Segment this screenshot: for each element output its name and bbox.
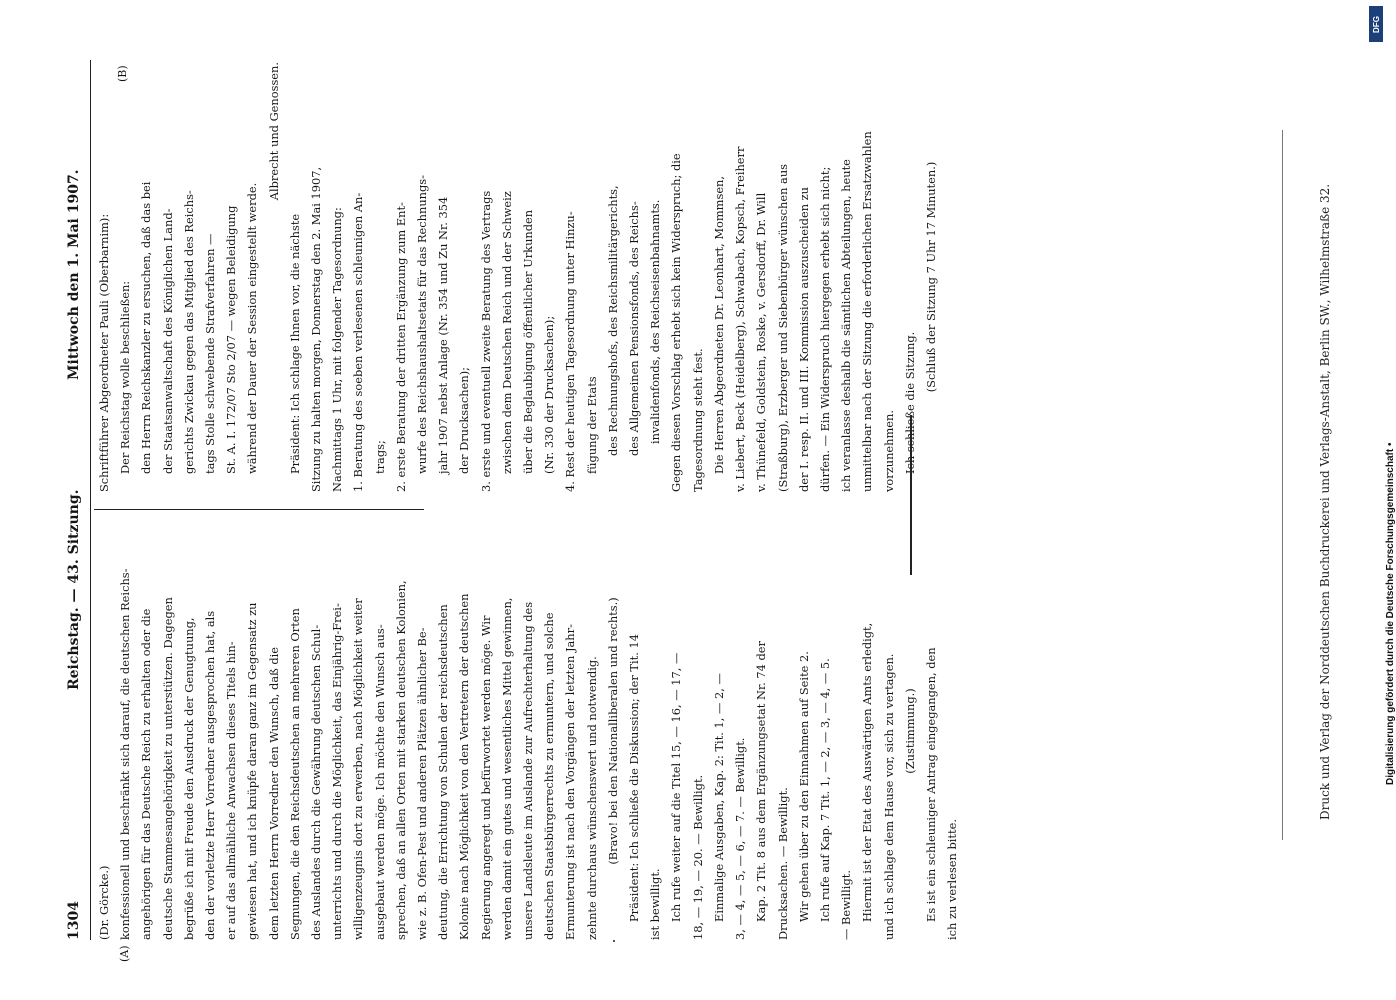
- text-line: 3, — 4, — 5, — 6, — 7. — Bewilligt.: [733, 737, 748, 940]
- text-line: Sitzung zu halten morgen, Donnerstag den 2. Mai 1907,: [309, 166, 324, 492]
- header-rule: [90, 60, 91, 940]
- text-line: vorzunehmen.: [881, 410, 896, 492]
- text-line: Kolonie nach Möglichkeit von den Vertretern der deutschen: [457, 593, 472, 940]
- text-line: begrüße ich mit Freude den Ausdruck der Genugtuung,: [181, 617, 196, 940]
- digitization-credit: Digitalisierung gefördert durch die Deutsche Forschungsgemeinschaft •: [1385, 442, 1396, 785]
- dfg-logo-icon: [1369, 6, 1383, 42]
- text-line: des Allgemeinen Pensionsfonds, des Reichs-: [627, 201, 642, 456]
- text-line: Es ist ein schleuniger Antrag eingegangen, den: [923, 647, 938, 922]
- text-line: 2. erste Beratung der dritten Ergänzung zum Ent-: [393, 202, 408, 492]
- left-column: [94, 522, 963, 940]
- section-separator: [910, 415, 912, 575]
- text-line: angehörigen für das Deutsche Reich zu erhalten oder die: [139, 608, 154, 940]
- text-line: — Bewilligt.: [839, 870, 854, 940]
- text-line: Ermunterung ist nach den Vorgängen der letzten Jahr-: [563, 624, 578, 940]
- text-line: Ich rufe weiter auf die Titel 15, — 16, — 17, —: [669, 652, 684, 922]
- text-line: Einmalige Ausgaben, Kap. 2: Tit. 1, — 2, —: [711, 673, 726, 922]
- text-line: v. Thünefeld, Goldstein, Roske, v. Gersdorff, Dr. Will: [754, 192, 769, 492]
- scan-speck: [613, 940, 615, 942]
- text-line: wie z. B. Ofen-Pest und anderen Plätzen ähnlicher Be-: [415, 627, 430, 940]
- text-line: ist bewilligt.: [648, 868, 663, 940]
- margin-mark-a: (A): [118, 945, 131, 962]
- text-line: unsere Landsleute im Auslande zur Aufrechterhaltung des: [521, 601, 536, 940]
- text-line: Albrecht und Genossen.: [266, 62, 281, 201]
- text-line: sprechen, daß an allen Orten mit starken deutschen Kolonien,: [393, 580, 408, 940]
- text-line: Regierung angeregt und befürwortet werden möge. Wir: [478, 615, 493, 940]
- text-line: 18, — 19, — 20. — Bewilligt.: [690, 774, 705, 940]
- text-line: gerichts Zwickau gegen das Mitglied des Reichs-: [181, 190, 196, 474]
- text-line: Gegen diesen Vorschlag erhebt sich kein Widerspruch; die: [669, 153, 684, 492]
- text-line: 1. Beratung des soeben verlesenen schleunigen An-: [351, 192, 366, 492]
- dfg-logo-text: DFG: [1371, 15, 1381, 33]
- text-line: fügung der Etats: [584, 376, 599, 474]
- text-line: und ich schlage dem Hause vor, sich zu vertagen.: [881, 653, 896, 940]
- text-line: Ich schließe die Sitzung.: [902, 331, 917, 474]
- text-line: deutung, die Errichtung von Schulen der reichsdeutschen: [436, 604, 451, 940]
- text-line: werden damit ein gutes und wesentliches Mittel gewinnen,: [499, 597, 514, 940]
- text-line: Präsident: Ich schließe die Diskussion; der Tit. 14: [627, 634, 642, 922]
- text-line: v. Liebert, Beck (Heidelberg), Schwabach, Kopsch, Freiherr: [733, 146, 748, 492]
- rotated-text-block: [60, 60, 960, 962]
- text-line: deutsche Stammesangehörigkeit zu unterstützen. Dagegen: [160, 597, 175, 940]
- text-line: des Auslandes durch die Gewährung deutschen Schul-: [309, 624, 324, 940]
- text-line: willigenzeugnis dort zu erwerben, nach Möglichkeit weiter: [351, 598, 366, 940]
- footer-rule: [1282, 130, 1283, 840]
- text-line: invalidenfonds, des Reichseisenbahnamts.: [648, 199, 663, 444]
- text-line: 3. erste und eventuell zweite Beratung des Vertrags: [478, 190, 493, 492]
- text-line: wurfe des Reichshaushaltsetats für das Rechnungs-: [415, 175, 430, 474]
- text-line: zehnte durchaus wünschenswert und notwendig.: [584, 656, 599, 940]
- text-line: der I. resp. II. und III. Kommission auszuscheiden zu: [796, 186, 811, 492]
- text-line: zwischen dem Deutschen Reich und der Schweiz: [499, 191, 514, 474]
- session-date: Mittwoch den 1. Mai 1907.: [66, 169, 82, 380]
- text-line: Die Herren Abgeordneten Dr. Leonhart, Mommsen,: [711, 175, 726, 474]
- text-line: ausgebaut werden möge. Ich möchte den Wunsch aus-: [372, 624, 387, 940]
- text-line: er auf das allmähliche Anwachsen dieses Titels hin-: [224, 641, 239, 940]
- text-line: gewiesen hat, und ich knüpfe daran ganz im Gegensatz zu: [245, 602, 260, 940]
- text-line: ich zu verlesen bitte.: [945, 819, 960, 940]
- column-divider: [94, 509, 424, 510]
- text-line: unterrichts und durch die Möglichkeit, das Einjährig-Frei-: [330, 603, 345, 940]
- text-line: ich veranlasse deshalb die sämtlichen Abteilungen, heute: [839, 159, 854, 492]
- page-number: 1304: [66, 901, 82, 940]
- text-line: Präsident: Ich schlage Ihnen vor, die nächste: [287, 213, 302, 474]
- text-line: dürfen. — Ein Widerspruch hiergegen erhebt sich nicht;: [817, 166, 832, 492]
- text-line: den der vorletzte Herr Vorredner ausgesprochen hat, als: [203, 610, 218, 940]
- text-line: dem letzten Herrn Vorredner den Wunsch, daß die: [266, 646, 281, 940]
- text-line: (Zustimmung.): [902, 688, 917, 774]
- text-line: Ich rufe auf Kap. 7 Tit. 1, — 2, — 3, — 4, — 5.: [817, 658, 832, 922]
- text-line: konfessionell und beschränkt sich darauf, die deutschen Reichs-: [118, 568, 133, 940]
- printer-imprint: Druck und Verlag der Norddeutschen Buchdruckerei und Verlags-Anstalt, Berlin SW., Wilhelmstraße 32.: [1318, 183, 1332, 820]
- text-line: (Bravo! bei den Nationalliberalen und rechts.): [605, 597, 620, 865]
- margin-mark-b: (B): [116, 65, 129, 82]
- text-line: (Nr. 330 der Drucksachen);: [542, 315, 557, 474]
- page-header: [60, 60, 88, 940]
- text-line: der Drucksachen);: [457, 366, 472, 474]
- text-line: des Rechnungshofs, des Reichsmilitärgerichts,: [605, 185, 620, 456]
- text-line: Kap. 2 Tit. 8 aus dem Ergänzungsetat Nr. 74 der: [754, 641, 769, 922]
- text-line: während der Dauer der Session eingestellt werde.: [245, 182, 260, 474]
- text-line: (Dr. Görcke.): [97, 865, 111, 940]
- text-line: tags Stolle schwebende Strafverfahren —: [203, 233, 218, 474]
- text-line: den Herrn Reichskanzler zu ersuchen, daß das bei: [139, 181, 154, 474]
- text-line: der Staatsanwaltschaft des Königlichen Land-: [160, 208, 175, 474]
- text-line: Wir gehen über zu den Einnahmen auf Seite 2.: [796, 651, 811, 922]
- text-line: unmittelbar nach der Sitzung die erforderlichen Ersatzwahlen: [860, 131, 875, 492]
- text-line: Segnungen, die den Reichsdeutschen an mehreren Orten: [287, 608, 302, 940]
- text-line: über die Beglaubigung öffentlicher Urkunden: [521, 209, 536, 474]
- text-line: deutschen Staatsbürgerrechts zu ermuntern, und solche: [542, 612, 557, 940]
- text-line: St. A. I. 172/07 Sto 2/07 — wegen Beleidigung: [224, 205, 239, 474]
- running-title: Reichstag. — 43. Sitzung.: [66, 489, 82, 690]
- text-line: (Straßburg), Erzberger und Siebenbürger wünschen aus: [775, 163, 790, 492]
- text-line: trags;: [372, 440, 387, 474]
- text-line: Schriftführer Abgeordneter Pauli (Oberbarnim):: [97, 213, 111, 492]
- text-line: 4. Rest der heutigen Tagesordnung unter Hinzu-: [563, 211, 578, 492]
- text-line: (Schluß der Sitzung 7 Uhr 17 Minuten.): [923, 161, 938, 393]
- text-line: Tagesordnung steht fest.: [690, 348, 705, 492]
- right-column: [94, 62, 942, 492]
- text-line: jahr 1907 nebst Anlage (Nr. 354 und Zu Nr. 354: [436, 196, 451, 474]
- text-line: Nachmittags 1 Uhr, mit folgender Tagesordnung:: [330, 207, 345, 492]
- text-line: Der Reichstag wolle beschließen:: [118, 280, 133, 474]
- text-line: Hiermit ist der Etat des Auswärtigen Amts erledigt,: [860, 622, 875, 922]
- text-line: Drucksachen. — Bewilligt.: [775, 787, 790, 940]
